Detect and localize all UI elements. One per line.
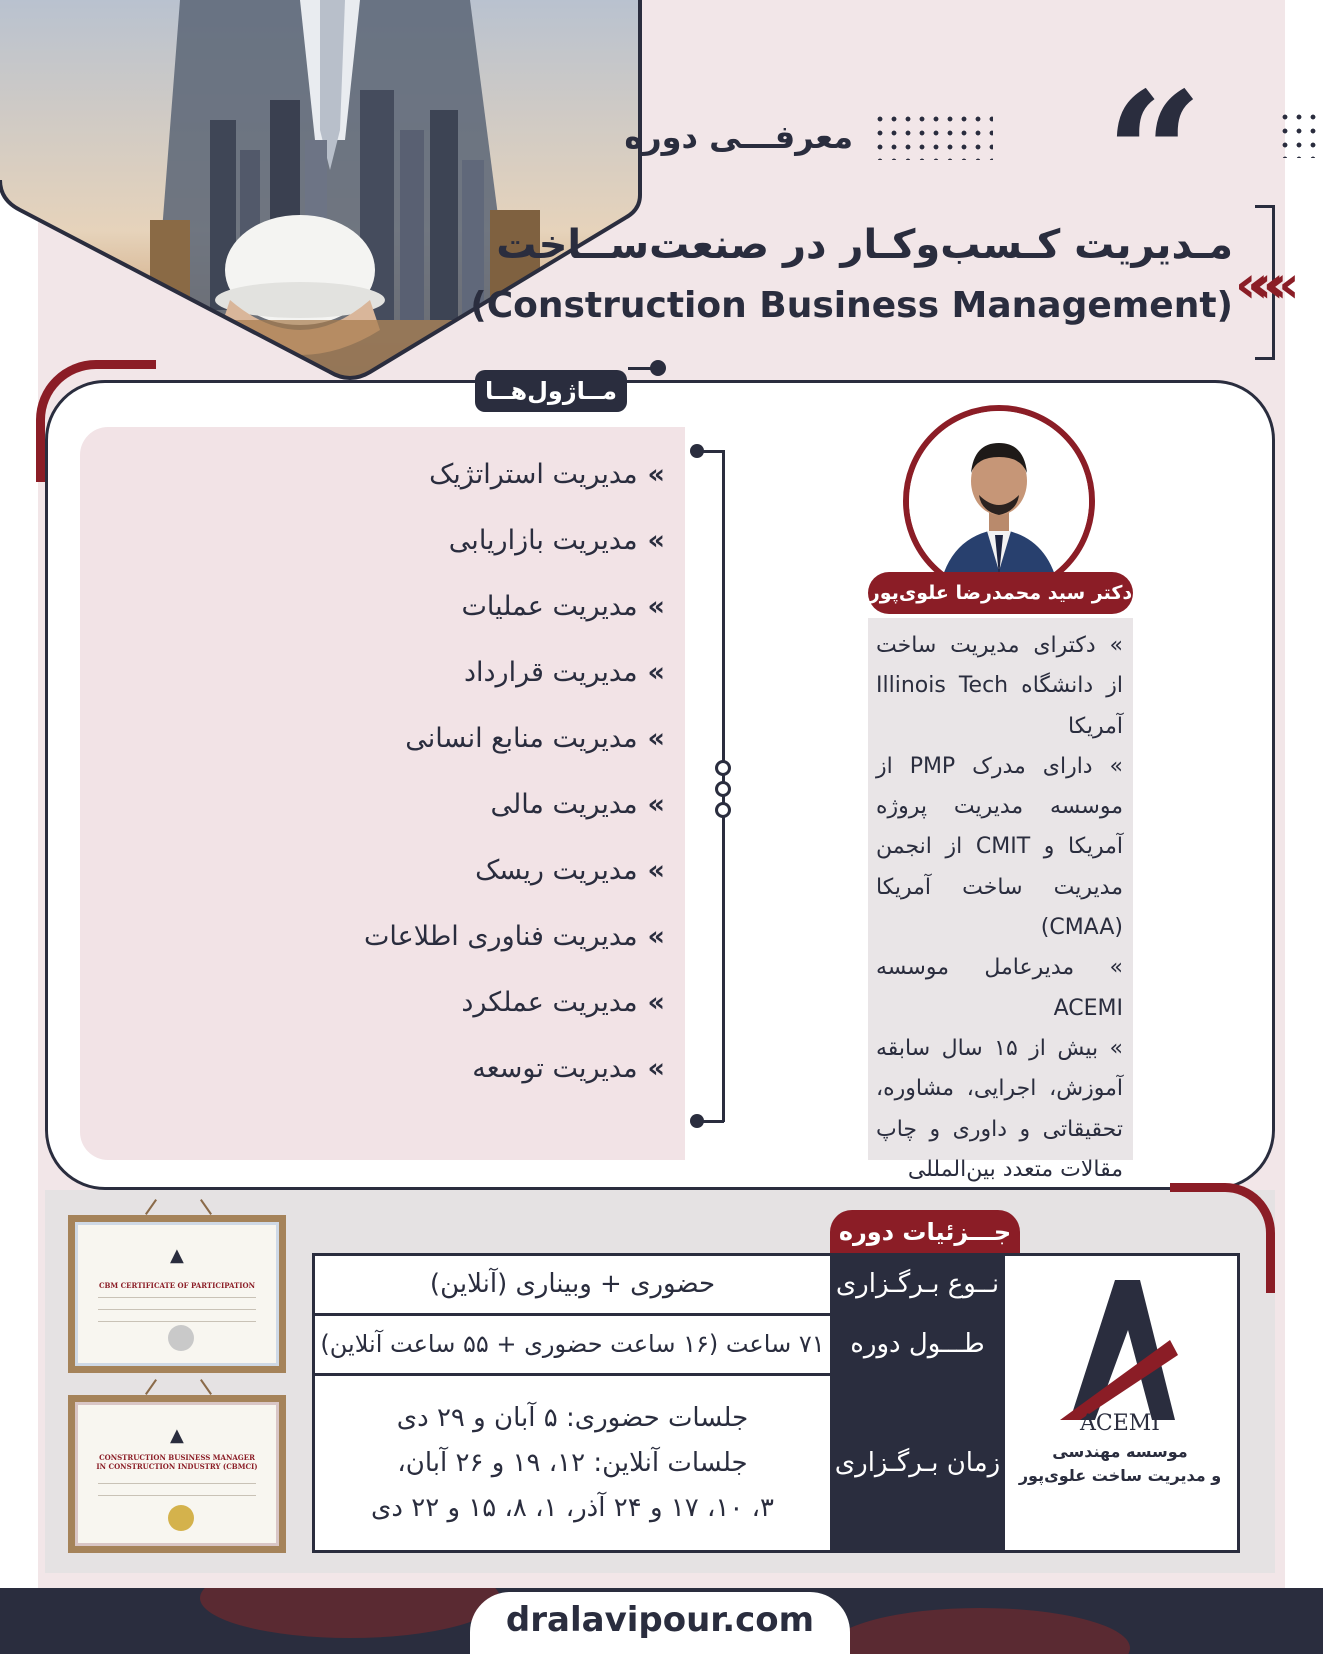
logo-caption-line: و مدیریت ساخت علوی‌پور <box>1018 1466 1222 1485</box>
module-item <box>85 723 685 789</box>
bio-line: » دارای مدرک PMP از موسسه مدیریت پروژه آمریکا و CMIT از انجمن مدیریت ساخت آمریکا (CMAA) <box>876 753 1124 941</box>
logo-caption <box>1000 1440 1240 1488</box>
page-margin-right <box>1285 0 1323 1654</box>
bullet-icon: » <box>647 789 665 820</box>
module-item <box>85 1053 685 1119</box>
certificate-line <box>98 1495 256 1496</box>
module-label: مدیریت استراتژیک <box>429 459 638 490</box>
schedule-line: ۳، ۱۰، ۱۷ و ۲۴ آذر، ۱، ۸، ۱۵ و ۲۲ دی <box>371 1493 774 1523</box>
module-label: مدیریت عملیات <box>461 591 638 622</box>
certificate <box>75 1402 279 1546</box>
table-row <box>315 1316 1005 1376</box>
logo-caption-line: موسسه مهندسی <box>1052 1442 1188 1461</box>
course-title-en: (Construction Business Management) <box>470 285 1233 326</box>
module-item <box>85 591 685 657</box>
acemi-logo <box>1000 1270 1240 1560</box>
acemi-logo-icon <box>1000 1270 1240 1435</box>
dots-decoration-right <box>1278 110 1323 158</box>
delivery-type-value: حضوری + وبیناری (آنلاین) <box>429 1269 716 1299</box>
module-item <box>85 525 685 591</box>
bullet-icon: » <box>647 459 665 490</box>
module-label: مدیریت منابع انسانی <box>405 723 638 754</box>
module-label: مدیریت ریسک <box>475 855 638 886</box>
certificate-frame <box>68 1395 286 1553</box>
certificate-frame <box>68 1215 286 1373</box>
bullet-icon: » <box>647 987 665 1018</box>
bullet-icon: » <box>647 921 665 952</box>
certificate-line <box>98 1483 256 1484</box>
instructor-bio <box>868 618 1133 1182</box>
module-item <box>85 459 685 525</box>
hero-image <box>0 0 660 385</box>
table-row <box>315 1376 1005 1550</box>
bullet-icon: » <box>647 657 665 688</box>
duration-label: طـــول دوره <box>830 1316 1005 1373</box>
bio-line: » بیش از ۱۵ سال سابقه آموزش، اجرایی، مشاوره، تحقیقاتی و داوری و چاپ مقالات متعدد بین‌المللی <box>876 1035 1123 1182</box>
module-item <box>85 855 685 921</box>
schedule-label: زمان بـرگـزاری <box>830 1376 1005 1550</box>
instructor-avatar <box>903 405 1095 597</box>
details-tag: جـــزئیات دوره <box>830 1210 1020 1255</box>
bio-line: » دکترای مدیریت ساخت از دانشگاه Illinois Tech آمریکا <box>876 633 1123 739</box>
table-row <box>315 1256 1005 1316</box>
instructor-name: دکتر سید محمدرضا علوی‌پور <box>868 572 1133 614</box>
duration-value: ۷۱ ساعت (۱۶ ساعت حضوری + ۵۵ ساعت آنلاین) <box>320 1330 825 1358</box>
chevrons-icon: ««« <box>1235 255 1282 315</box>
module-label: مدیریت عملکرد <box>461 987 638 1018</box>
bio-line: » مدیرعامل موسسه ACEMI <box>876 955 1123 1021</box>
certificate-title: CONSTRUCTION BUSINESS MANAGER IN CONSTRUCTION INDUSTRY (CBMCI) <box>96 1453 258 1471</box>
course-title-fa: مـدیریت کـسب‌وکـار در صنعت‌ســاخت <box>496 222 1233 268</box>
schedule-value <box>315 1396 830 1531</box>
dots-decoration <box>873 112 993 160</box>
footer-wave <box>200 1588 500 1638</box>
quote-mark-icon: “ <box>1105 55 1203 255</box>
modules-box <box>80 427 685 1160</box>
bullet-icon: » <box>647 723 665 754</box>
module-label: مدیریت توسعه <box>472 1053 638 1084</box>
certificate-seal-icon <box>168 1505 194 1531</box>
module-label: مدیریت قرارداد <box>463 657 638 688</box>
bracket-dot <box>690 1114 704 1128</box>
certificate-title: CBM CERTIFICATE OF PARTICIPATION <box>98 1281 256 1290</box>
logo-text: ACEMI <box>1080 1411 1160 1435</box>
certificate-line <box>98 1309 256 1310</box>
module-item <box>85 657 685 723</box>
certificate-emblem-icon: ▲ <box>170 1425 184 1446</box>
module-item <box>85 987 685 1053</box>
intro-label: معرفـــی دوره <box>624 118 853 156</box>
bracket-ring <box>715 802 731 818</box>
bullet-icon: » <box>647 591 665 622</box>
module-item <box>85 921 685 987</box>
module-label: مدیریت بازاریابی <box>448 525 638 556</box>
module-label: مدیریت فناوری اطلاعات <box>363 921 638 952</box>
bullet-icon: » <box>647 1053 665 1084</box>
certificate-line <box>98 1297 256 1298</box>
tag-dot <box>650 360 666 376</box>
schedule-line: جلسات آنلاین: ۱۲، ۱۹ و ۲۶ آبان، <box>397 1448 748 1478</box>
delivery-type-label: نــوع بـرگـزاری <box>830 1256 1005 1313</box>
certificate-line <box>98 1321 256 1322</box>
bracket-dot <box>690 444 704 458</box>
modules-tag: مــاژول‌هــا <box>475 370 627 412</box>
schedule-line: جلسات حضوری: ۵ آبان و ۲۹ دی <box>396 1403 749 1433</box>
footer-url[interactable]: dralavipour.com <box>505 1600 815 1640</box>
module-label: مدیریت مالی <box>490 789 638 820</box>
bullet-icon: » <box>647 525 665 556</box>
module-item <box>85 789 685 855</box>
bracket-ring <box>715 781 731 797</box>
module-list <box>85 459 685 1119</box>
certificate-seal-icon <box>168 1325 194 1351</box>
bullet-icon: » <box>647 855 665 886</box>
certificate-emblem-icon: ▲ <box>170 1245 184 1266</box>
footer-wave <box>830 1608 1130 1654</box>
certificate <box>75 1222 279 1366</box>
bracket-ring <box>715 760 731 776</box>
